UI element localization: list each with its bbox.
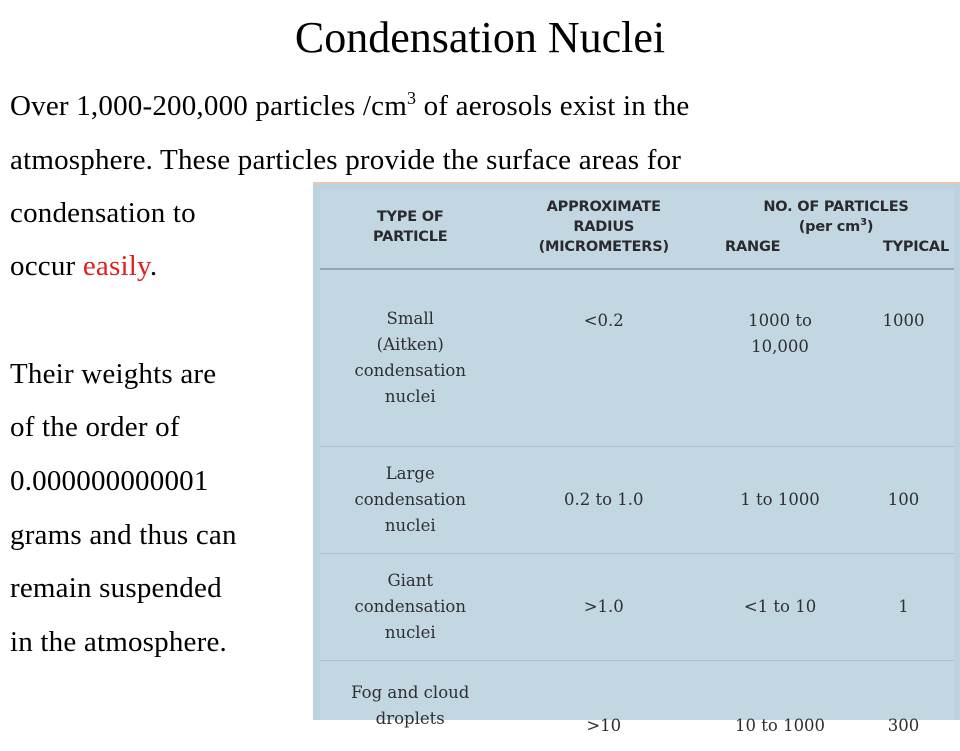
cell-radius: >10 <box>500 661 707 751</box>
highlighted-word: easily <box>83 250 150 282</box>
cell-type-line: Giant <box>322 568 498 594</box>
header-radius <box>500 189 707 269</box>
intro-line-3: condensation to <box>10 195 196 231</box>
weights-line-2: of the order of <box>10 409 180 445</box>
slide-title: Condensation Nuclei <box>0 10 960 66</box>
cell-type-line: condensation <box>322 594 498 620</box>
header-radius-line: RADIUS <box>501 217 706 237</box>
table-row <box>320 554 954 661</box>
table-row <box>320 269 954 447</box>
cell-range-line: 10,000 <box>709 334 851 360</box>
cell-type-line: condensation <box>322 487 498 513</box>
cell-type-line: condensation <box>322 358 498 384</box>
cell-radius: >1.0 <box>500 554 707 661</box>
cell-radius: 0.2 to 1.0 <box>500 447 707 554</box>
table-header-row <box>320 189 954 269</box>
particle-table-body <box>320 189 954 720</box>
intro-line-1-text: Over 1,000-200,000 particles /cm <box>10 90 407 122</box>
header-radius-line: APPROXIMATE <box>501 197 706 217</box>
cell-type <box>320 661 500 751</box>
cell-type <box>320 447 500 554</box>
cell-range-line: <1 to 10 <box>709 594 851 620</box>
cell-type-line: nuclei <box>322 513 498 539</box>
weights-line-1: Their weights are <box>10 356 216 392</box>
cell-typical: 300 <box>853 661 954 751</box>
header-type <box>320 189 500 269</box>
cubic-superscript: 3 <box>407 88 416 108</box>
cell-typical: 100 <box>853 447 954 554</box>
cell-range <box>707 554 853 661</box>
header-typical: TYPICAL <box>883 237 949 257</box>
cell-typical: 1 <box>853 554 954 661</box>
header-type-line: TYPE OF <box>321 207 499 227</box>
header-count-unit <box>719 217 953 237</box>
table-row <box>320 661 954 751</box>
intro-line-4 <box>10 248 157 284</box>
cell-type-line: (Aitken) <box>322 332 498 358</box>
particle-table <box>320 189 954 751</box>
header-count-unit-close: ) <box>867 219 873 235</box>
header-range: RANGE <box>725 237 780 257</box>
cell-typical: 1000 <box>853 269 954 447</box>
header-count-unit-sup: 3 <box>860 217 867 228</box>
table-row <box>320 447 954 554</box>
cell-range-line: 10 to 1000 <box>709 713 851 739</box>
cell-type <box>320 554 500 661</box>
cell-type-line: Small <box>322 306 498 332</box>
cell-range <box>707 447 853 554</box>
weights-line-4: grams and thus can <box>10 517 237 553</box>
cell-range-line: 1000 to <box>709 308 851 334</box>
intro-line-4-text: occur <box>10 250 83 282</box>
header-subheads <box>719 237 953 257</box>
header-number-of-particles <box>707 189 954 269</box>
header-radius-line: (MICROMETERS) <box>501 237 706 257</box>
cell-range-line: 1 to 1000 <box>709 487 851 513</box>
header-count-unit-text: (per cm <box>799 219 860 235</box>
cell-type-line: Fog and cloud <box>322 680 498 706</box>
cell-radius: <0.2 <box>500 269 707 447</box>
cell-range <box>707 269 853 447</box>
weights-line-6: in the atmosphere. <box>10 624 227 660</box>
cell-type-line: Large <box>322 461 498 487</box>
cell-type <box>320 269 500 447</box>
header-type-line: PARTICLE <box>321 227 499 247</box>
intro-line-4-period: . <box>150 250 157 282</box>
intro-line-1 <box>10 88 689 124</box>
particle-table-image <box>313 182 960 720</box>
cell-type-line: nuclei <box>322 620 498 646</box>
cell-type-line: nuclei <box>322 384 498 410</box>
intro-line-1-tail: of aerosols exist in the <box>416 90 689 122</box>
weights-line-3: 0.000000000001 <box>10 463 209 499</box>
cell-range <box>707 661 853 751</box>
weights-line-5: remain suspended <box>10 570 222 606</box>
intro-line-2: atmosphere. These particles provide the surface areas for <box>10 142 681 178</box>
cell-type-line: droplets <box>322 706 498 732</box>
header-count: NO. OF PARTICLES <box>719 197 953 217</box>
